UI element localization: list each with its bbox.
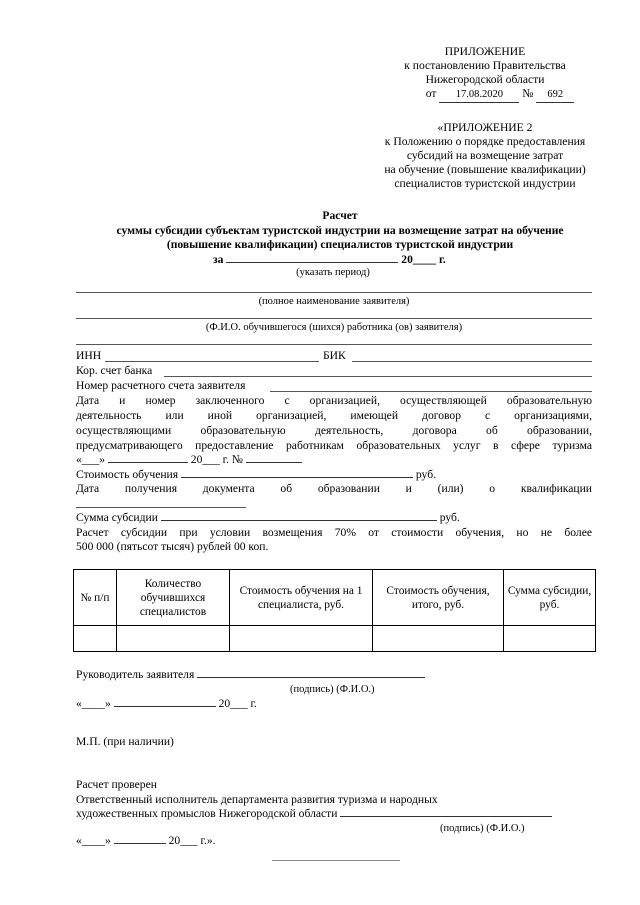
signature-date-line: [76, 697, 257, 711]
head-signature-line: [76, 668, 425, 682]
table-row: [74, 626, 596, 652]
subsidy-label: Сумма субсидии: [76, 511, 158, 524]
calc-text-2: 500 000 (пятьсот тысяч) рублей 00 коп.: [76, 540, 269, 553]
bik-field[interactable]: [352, 361, 592, 362]
document-date-field[interactable]: [76, 507, 246, 508]
appendix2-title: «ПРИЛОЖЕНИЕ 2: [437, 121, 533, 134]
document-date-label: Дата получения документа об образовании и (или) о квалификации: [76, 482, 592, 495]
check-line-2-text: художественных промыслов Нижегородской области: [76, 807, 338, 820]
contract-text-4: предусматривающего предоставление работникам образовательных услуг в сфере туризма: [76, 439, 592, 452]
bik-label: БИК: [323, 349, 346, 362]
contract-text-2: деятельность или иной организацией, имеющей договор с организациями,: [76, 409, 592, 422]
table-cell[interactable]: [504, 626, 596, 652]
cost-label: Стоимость обучения: [76, 468, 179, 481]
cost-line: [76, 468, 436, 482]
contract-month-field[interactable]: [108, 462, 188, 463]
applicant-name-hint: (полное наименование заявителя): [258, 296, 410, 307]
table-header-row: [74, 570, 596, 626]
calc-text-1: Расчет субсидии при условии возмещения 70% от стоимости обучения, но не более: [76, 526, 592, 539]
head-signature-field[interactable]: [197, 677, 425, 678]
cost-currency: руб.: [415, 468, 436, 481]
appendix-title: ПРИЛОЖЕНИЕ: [444, 45, 526, 58]
head-label: Руководитель заявителя: [76, 668, 195, 681]
account-label: Номер расчетного счета заявителя: [76, 379, 246, 392]
appendix2-line: на обучение (повышение квалификации): [384, 163, 586, 176]
signature-month-field[interactable]: [114, 706, 216, 707]
contract-text-3: осуществляющими образовательную деятельность, договора об образовании,: [76, 424, 592, 437]
appendix-line: Нижегородской области: [425, 73, 545, 86]
number-prefix: №: [522, 87, 534, 100]
subsidy-line: [76, 511, 460, 525]
contract-text-1: Дата и номер заключенного с организацией, осуществляющей образовательную: [76, 394, 592, 407]
contract-number-field[interactable]: [246, 462, 302, 463]
table-header-cell: № п/п: [74, 570, 117, 626]
cost-field[interactable]: [181, 477, 413, 478]
trainee-name-hint: (Ф.И.О. обучившегося (шихся) работника (ов) заявителя): [205, 322, 463, 333]
table-cell[interactable]: [117, 626, 230, 652]
appendix-number: 692: [536, 88, 574, 103]
appendix2-line: субсидий на возмещение затрат: [406, 149, 564, 162]
table-cell[interactable]: [373, 626, 504, 652]
document-title: Расчет: [322, 209, 358, 222]
check-year: 20___ г.».: [168, 834, 216, 847]
appendix2-line: к Положению о порядке предоставления: [384, 135, 586, 148]
inn-label: ИНН: [76, 349, 102, 362]
stamp-place: М.П. (при наличии): [76, 735, 174, 748]
appendix-line: к постановлению Правительства: [404, 59, 566, 72]
corr-account-label: Кор. счет банка: [76, 364, 153, 377]
subsidy-currency: руб.: [439, 511, 460, 524]
period-prefix: за: [213, 253, 224, 266]
check-signature-field[interactable]: [340, 816, 552, 817]
period-hint: (указать период): [296, 267, 370, 278]
inn-field[interactable]: [105, 361, 319, 362]
check-date-line: [76, 834, 216, 848]
table-header-cell: Сумма субсидии, руб.: [504, 570, 596, 626]
account-field[interactable]: [270, 391, 592, 392]
table-header-cell: Количество обучившихся специалистов: [117, 570, 230, 626]
appendix2-header: [355, 121, 615, 191]
document-subtitle-1: суммы субсидии субъектам туристской индустрии на возмещение затрат на обучение: [116, 224, 564, 237]
document-subtitle-2: (повышение квалификации) специалистов туристской индустрии: [166, 238, 514, 251]
check-month-field[interactable]: [114, 843, 166, 844]
table-header-cell: Стоимость обучения, итого, руб.: [373, 570, 504, 626]
contract-date-line: [76, 453, 302, 467]
period-blank[interactable]: [226, 262, 398, 263]
applicant-name-line[interactable]: [76, 292, 592, 293]
appendix-date-line: [360, 87, 610, 103]
corr-account-field[interactable]: [164, 376, 592, 377]
appendix2-line: специалистов туристской индустрии: [394, 177, 576, 190]
table-cell[interactable]: [74, 626, 117, 652]
subsidy-field[interactable]: [161, 520, 437, 521]
appendix-header: [360, 45, 610, 103]
signature-day: «____»: [76, 697, 111, 710]
period-line: [213, 253, 446, 267]
head-signature-hint: (подпись) (Ф.И.О.): [290, 684, 375, 695]
check-day: «____»: [76, 834, 111, 847]
check-title: Расчет проверен: [76, 778, 157, 791]
blank-line[interactable]: [76, 344, 592, 345]
contract-year: 20___ г. №: [190, 453, 243, 466]
appendix-date: 17.08.2020: [439, 88, 519, 103]
subsidy-table: [73, 569, 596, 652]
check-line-2: [76, 807, 552, 821]
period-suffix: 20____ г.: [401, 253, 446, 266]
contract-day: «___»: [76, 453, 105, 466]
table-header-cell: Стоимость обучения на 1 специалиста, руб.: [230, 570, 373, 626]
closing-divider: [272, 860, 400, 861]
check-line-1: Ответственный исполнитель департамента развития туризма и народных: [76, 793, 438, 806]
table-cell[interactable]: [230, 626, 373, 652]
signature-year: 20___ г.: [218, 697, 257, 710]
check-signature-hint: (подпись) (Ф.И.О.): [440, 823, 525, 834]
date-prefix: от: [425, 87, 437, 100]
trainee-name-line[interactable]: [76, 318, 592, 319]
